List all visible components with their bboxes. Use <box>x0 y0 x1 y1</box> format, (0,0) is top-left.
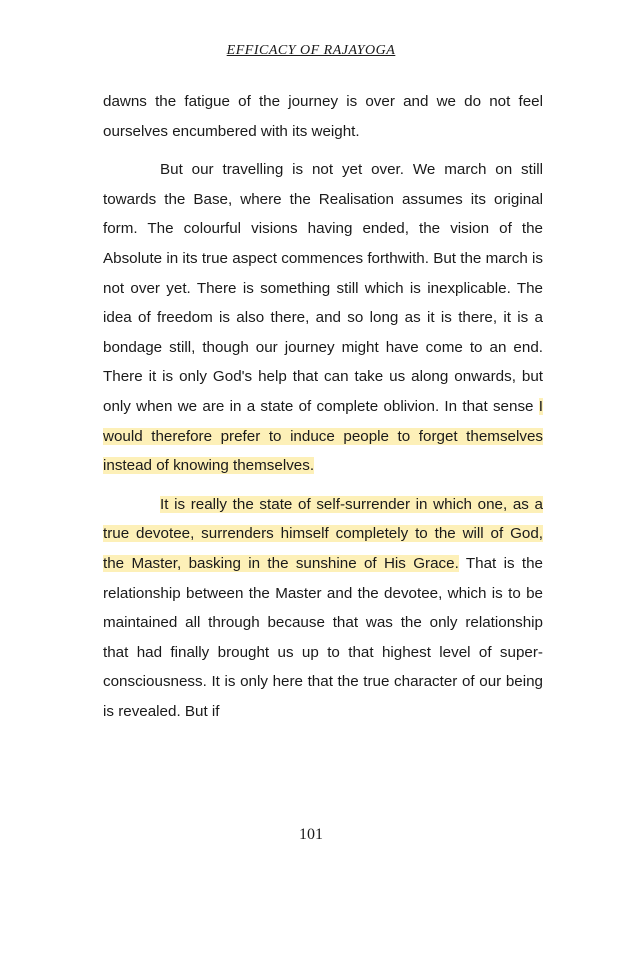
running-header: EFFICACY OF RAJAYOGA <box>226 43 396 58</box>
highlighted-text: It is really the state of self-surrender in which one, as a true devotee, surrenders himself completely to the will of God, the Master, basking in the sunshine of His Grace. <box>103 495 543 572</box>
paragraph-3 <box>103 490 543 727</box>
paragraph-2 <box>103 155 543 481</box>
paragraph-3-text: That is the relationship between the Master and the devotee, which is to be maintained all through because that was the only relationship that had finally brought us up to that highest level of super-consciousness. It is only here that the true character of our being is revealed. But if <box>103 554 543 720</box>
highlighted-text: I would therefore prefer to induce people to forget themselves instead of knowing themselves. <box>103 397 543 475</box>
page-number: 101 <box>299 826 323 843</box>
paragraph-1: dawns the fatigue of the journey is over and we do not feel ourselves encumbered with its weight. <box>103 93 543 140</box>
body-text <box>103 87 543 726</box>
paragraph-2-text: But our travelling is not yet over. We march on still towards the Base, where the Realisation assumes its original form. The colourful visions having ended, the vision of the Absolute in its true aspect commences forthwith. But the march is not over yet. There is something still which is inexplicable. The idea of freedom is also there, and so long as it is there, it is a bondage still, though our journey might have come to an end. There it is only God's help that can take us along onwards, but only when we are in a state of complete oblivion. In that sense <box>103 161 543 415</box>
